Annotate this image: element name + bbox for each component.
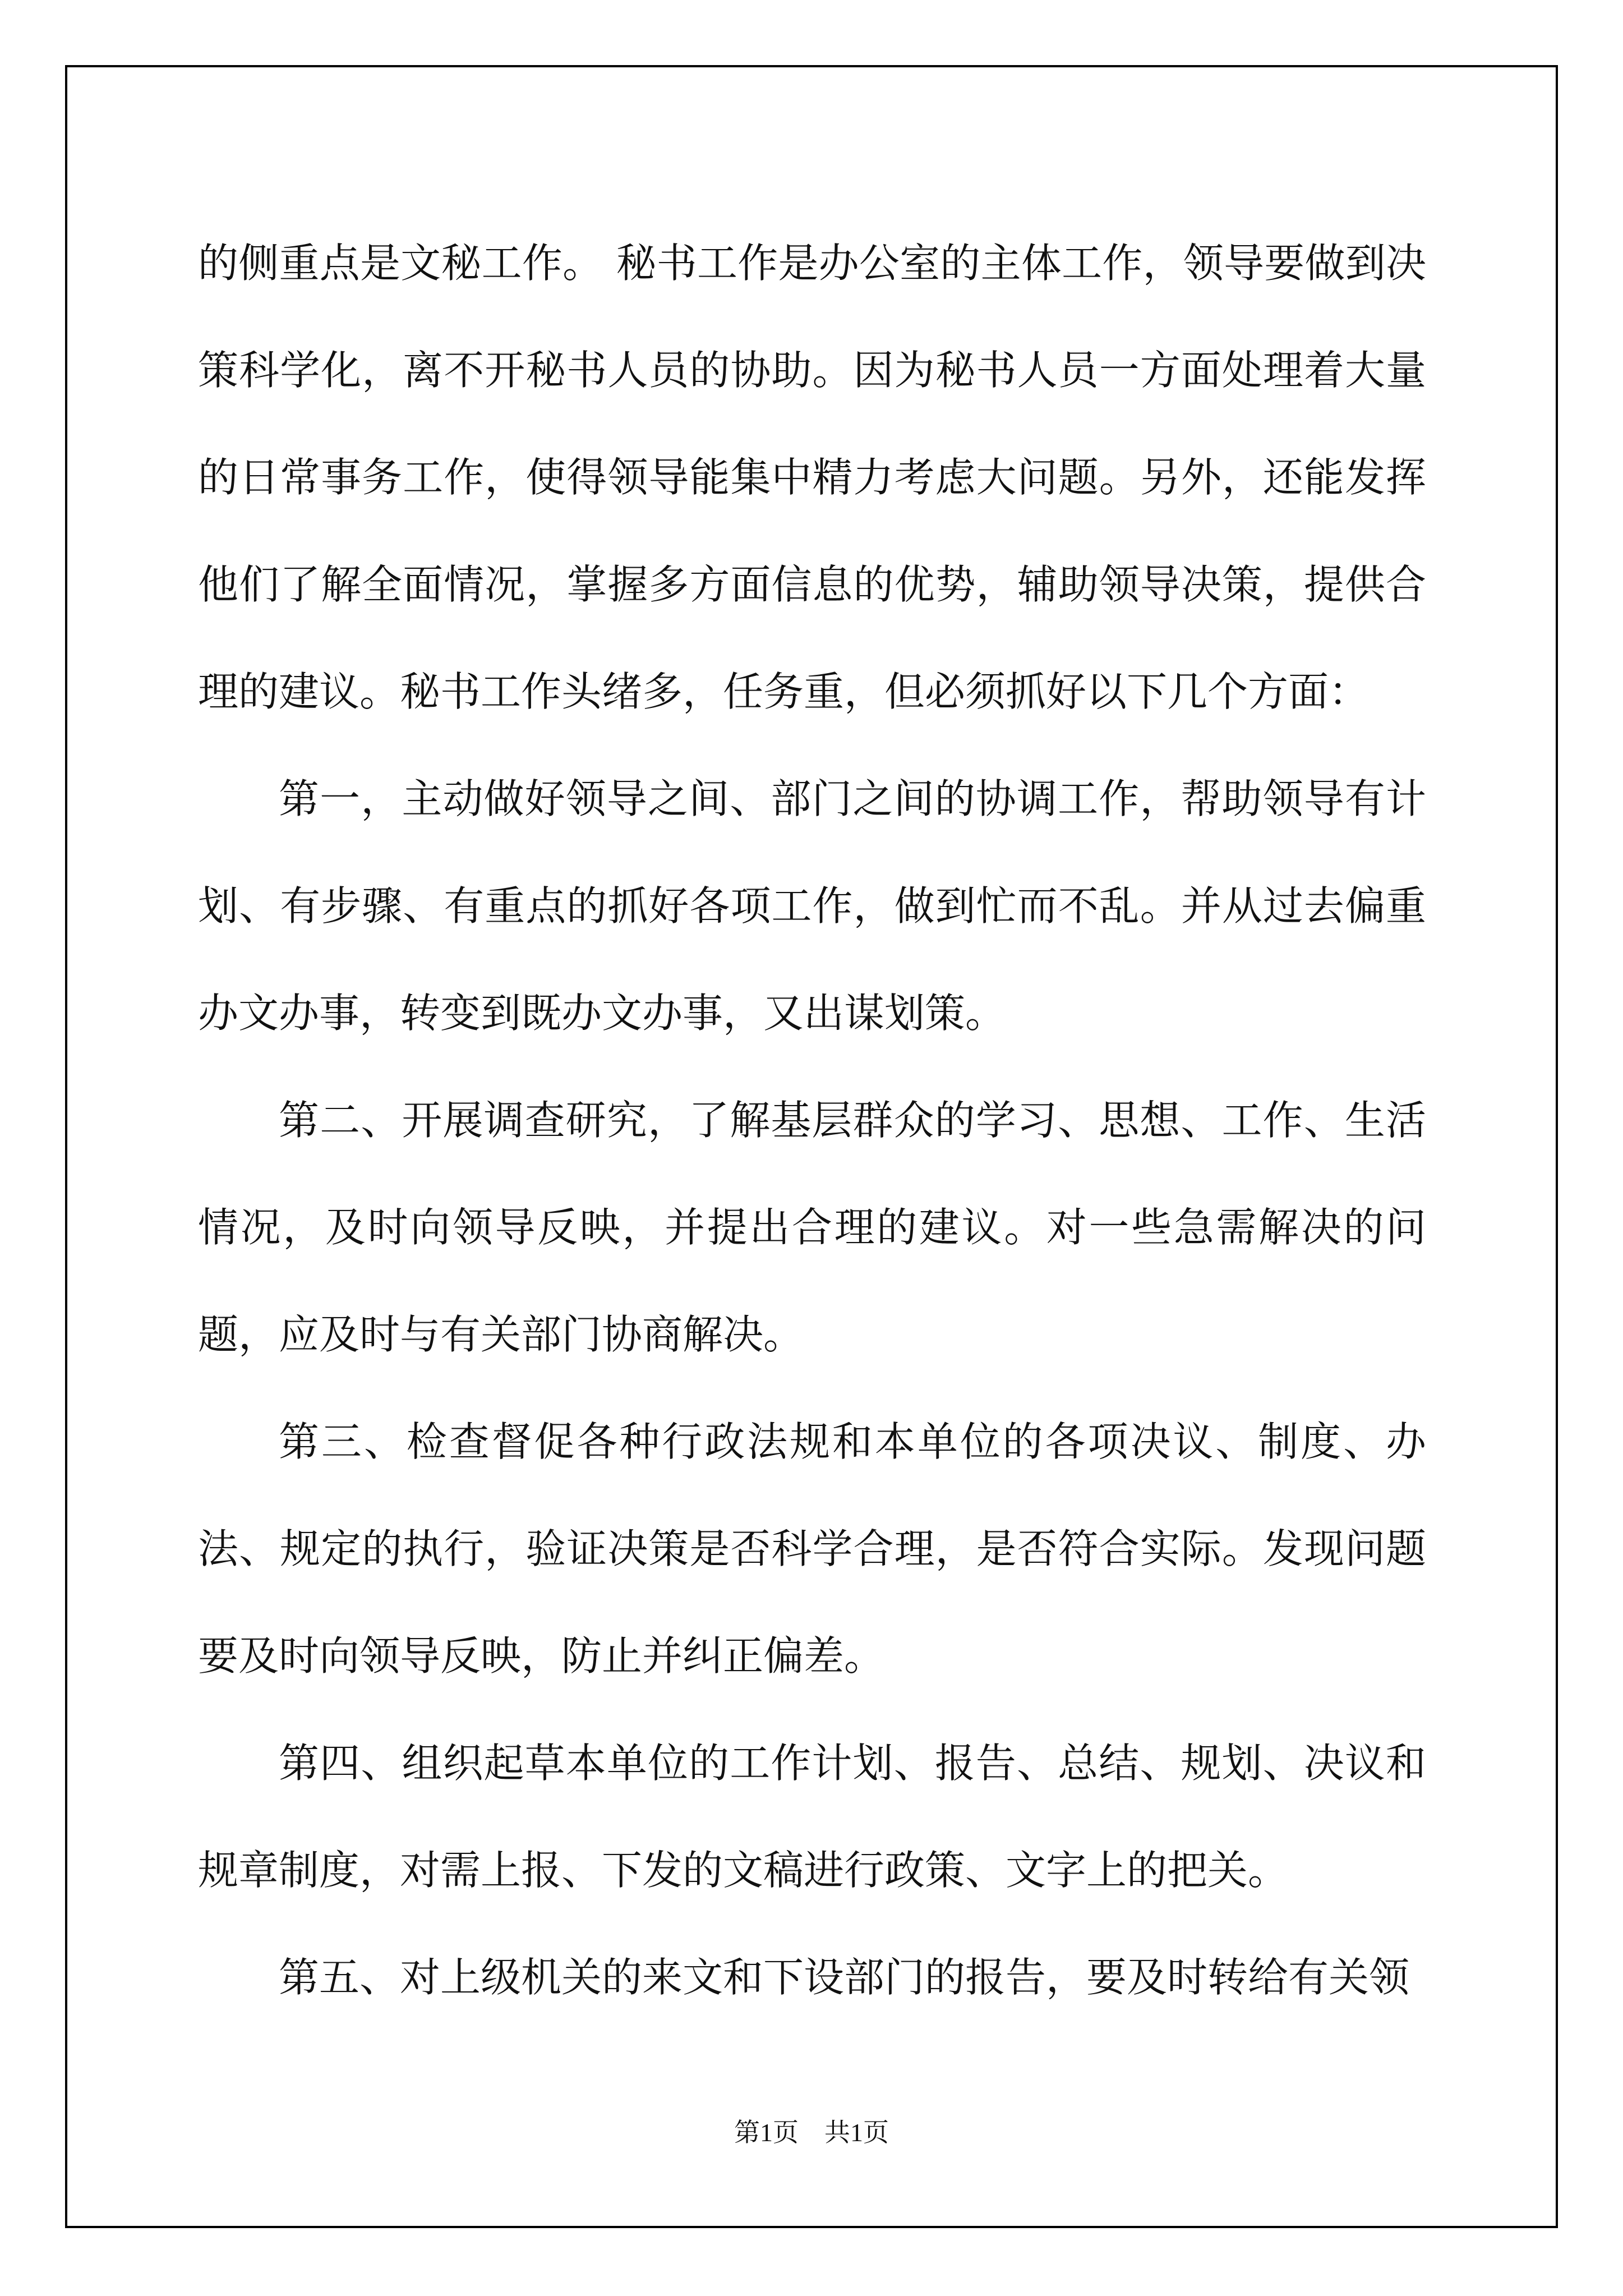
- paragraph-2: 第一，主动做好领导之间、部门之间的协调工作，帮助领导有计划、有步骤、有重点的抓好各项工作，做到忙而不乱。并从过去偏重办文办事，转变到既办文办事，又出谋划策。: [198, 775, 1426, 1037]
- document-body: [198, 210, 1426, 2031]
- page-footer: 第1页 共1页: [734, 2118, 889, 2147]
- paragraph-3: 第二、开展调查研究，了解基层群众的学习、思想、工作、生活情况，及时向领导反映，并提出合理的建议。对一些急需解决的问题，应及时与有关部门协商解决。: [198, 1097, 1426, 1358]
- paragraph-1: 的侧重点是文秘工作。 秘书工作是办公室的主体工作，领导要做到决策科学化，离不开秘书人员的协助。因为秘书人员一方面处理着大量的日常事务工作，使得领导能集中精力考虑大问题。另外，还能发挥他们了解全面情况，掌握多方面信息的优势，辅助领导决策，提供合理的建议。秘书工作头绪多，任务重，但必须抓好以下几个方面：: [198, 240, 1426, 715]
- paragraph-5: 第四、组织起草本单位的工作计划、报告、总结、规划、决议和规章制度，对需上报、下发的文稿进行政策、文字上的把关。: [198, 1740, 1426, 1894]
- paragraph-6: 第五、对上级机关的来文和下设部门的报告，要及时转给有关领: [279, 1954, 1410, 2001]
- paragraph-4: 第三、检查督促各种行政法规和本单位的各项决议、制度、办法、规定的执行，验证决策是否科学合理，是否符合实际。发现问题要及时向领导反映，防止并纠正偏差。: [198, 1418, 1426, 1680]
